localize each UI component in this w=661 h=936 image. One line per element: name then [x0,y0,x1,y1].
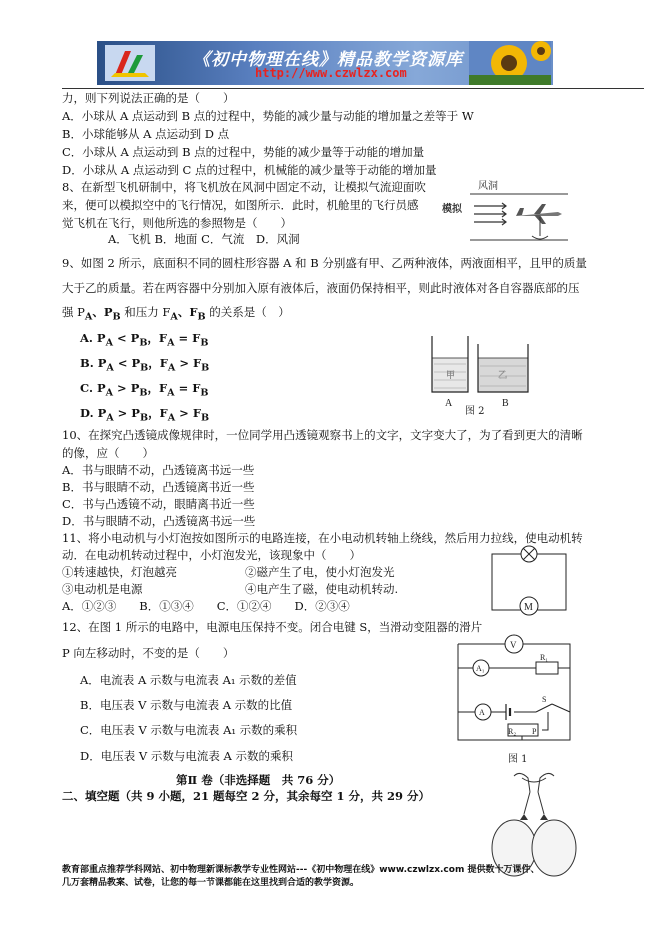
q8-options: A．飞机 B．地面 C．气流 D．风洞 [108,232,300,246]
q10-option-b: B．书与眼睛不动，凸透镜离书近一些 [62,480,255,494]
q12-fig-a: A [479,708,485,717]
motor-circuit-figure [488,544,570,618]
q11-line1: 11、将小电动机与小灯泡按如图所示的电路连接，在小电动机转轴上绕线，然后用力拉线，使电动机转 [62,531,583,545]
q9-option-c: C. $P_A > P_B$，$F_A = F_B$ [80,381,209,399]
q11-motor-label: M [524,602,533,613]
q12-fig-r1: R₁ [540,653,549,662]
q11-statement-2: ②磁产生了电，使小灯泡发光 [245,565,395,579]
q9-line1: 9、如图 2 所示，底面积不同的圆柱形容器 A 和 B 分别盛有甲、乙两种液体，两液面相平，且甲的质量 [62,256,587,270]
q9-option-a: A. $P_A < P_B$，$F_A = F_B$ [80,331,209,349]
header-banner [97,41,553,85]
q11-statement-3: ③电动机是电源 [62,582,143,596]
header-divider [62,88,644,89]
q12-fig-r2: R₂ [508,727,517,736]
q12-fig-a1: A₁ [476,664,485,673]
q8-fig-label-left: 模拟 [442,204,462,215]
q8-line2: 来，便可以模拟空中的飞行情况，如图所示．此时，机舱里的飞行员感 [62,198,419,212]
q9-option-d: D. $P_A > P_B$，$F_A > F_B$ [80,406,210,424]
q7-option-d: D．小球从 A 点运动到 C 点的过程中，机械能的减少量等于动能的增加量 [62,163,437,177]
q8-line3: 觉飞机在飞行，则他所选的参照物是（ ） [62,216,292,230]
airplane-icon [516,204,562,239]
q12-option-d: D．电压表 V 示数与电流表 A 示数的乘积 [80,749,293,763]
resistor-circuit-figure [452,624,580,766]
q12-fig-caption: 图 1 [508,754,528,765]
q12-fig-p: P [532,727,537,736]
q9-fig-jia: 甲 [446,371,456,381]
q12-option-a: A．电流表 A 示数与电流表 A₁ 示数的差值 [80,673,297,687]
footer-line2: 几万套精品教案、试卷，让您的每一节课都能在这里找到合适的教学资源。 [62,878,360,888]
section-fill-title: 二、填空题（共 9 小题，21 题每空 2 分，其余每空 1 分，共 29 分） [62,789,431,803]
q11-statement-1: ①转速越快，灯泡越亮 [62,565,177,579]
q7-option-b: B．小球能够从 A 点运动到 D 点 [62,127,230,141]
q9-line3: 强 $P_A$、$P_B$ 和压力 $F_A$、$F_B$ 的关系是（ ） [62,305,290,323]
header-url[interactable]: http://www.czwlzx.com [255,66,407,80]
q12-line2: P 向左移动时，不变的是（ ） [62,646,235,660]
q9-fig-yi: 乙 [498,371,508,381]
q10-line2: 的像，应（ ） [62,446,154,460]
q11-statement-4: ④电产生了磁，使电动机转动. [245,582,399,596]
q10-line1: 10、在探究凸透镜成像规律时，一位同学用凸透镜观察书上的文字，文字变大了，为了看到更大的清晰 [62,428,583,442]
header-title: 《初中物理在线》精品教学资源库 [193,50,463,70]
q8-line1: 8、在新型飞机研制中，将飞机放在风洞中固定不动，让模拟气流迎面吹 [62,180,426,194]
q9-line2: 大于乙的质量。若在两容器中分别加入原有液体后，液面仍保持相平，则此时液体对各自容器底部的压 [62,281,580,295]
q8-fig-label-top: 风洞 [478,181,498,192]
q10-option-d: D．书与眼睛不动，凸透镜离书远一些 [62,514,256,528]
q9-fig-b: B [502,398,509,409]
q7-option-c: C．小球从 A 点运动到 B 点的过程中，势能的减少量等于动能的增加量 [62,145,425,159]
wind-tunnel-figure [440,178,570,248]
section-part2-title: 第Ⅱ 卷（非选择题 共 76 分） [176,773,341,787]
q11-line2: 动．在电动机转动过程中，小灯泡发光，该现象中（ ） [62,548,361,562]
q10-option-a: A．书与眼睛不动，凸透镜离书远一些 [62,463,255,477]
q12-option-b: B．电压表 V 示数与电流表 A 示数的比值 [80,698,293,712]
q12-fig-v: V [510,640,517,650]
page-footer [62,864,642,890]
q12-fig-s: S [542,695,547,704]
q9-fig-caption: 图 2 [465,406,485,416]
q7-option-a: A．小球从 A 点运动到 B 点的过程中，势能的减少量与动能的增加量之差等于 W [62,109,474,123]
q12-option-c: C．电压表 V 示数与电流表 A₁ 示数的乘积 [80,723,298,737]
sunflower-image [469,41,551,85]
q9-fig-a: A [445,398,453,409]
q7-stem: 力，则下列说法正确的是（ ） [62,91,235,105]
q12-line1: 12、在图 1 所示的电路中，电源电压保持不变。闭合电键 S，当滑动变阻器的滑片 [62,620,483,634]
site-logo-icon [105,45,155,81]
q11-options: A．①②③ B．①③④ C．①②④ D．②③④ [62,599,350,613]
q9-option-b: B. $P_A < P_B$，$F_A > F_B$ [80,356,210,374]
containers-figure [420,330,535,416]
q10-option-c: C．书与凸透镜不动，眼睛离书近一些 [62,497,255,511]
footer-line1: 教育部重点推荐学科网站、初中物理新课标教学专业性网站---《初中物理在线》www.czwlzx.com 提供数十万课件、 [62,865,540,875]
